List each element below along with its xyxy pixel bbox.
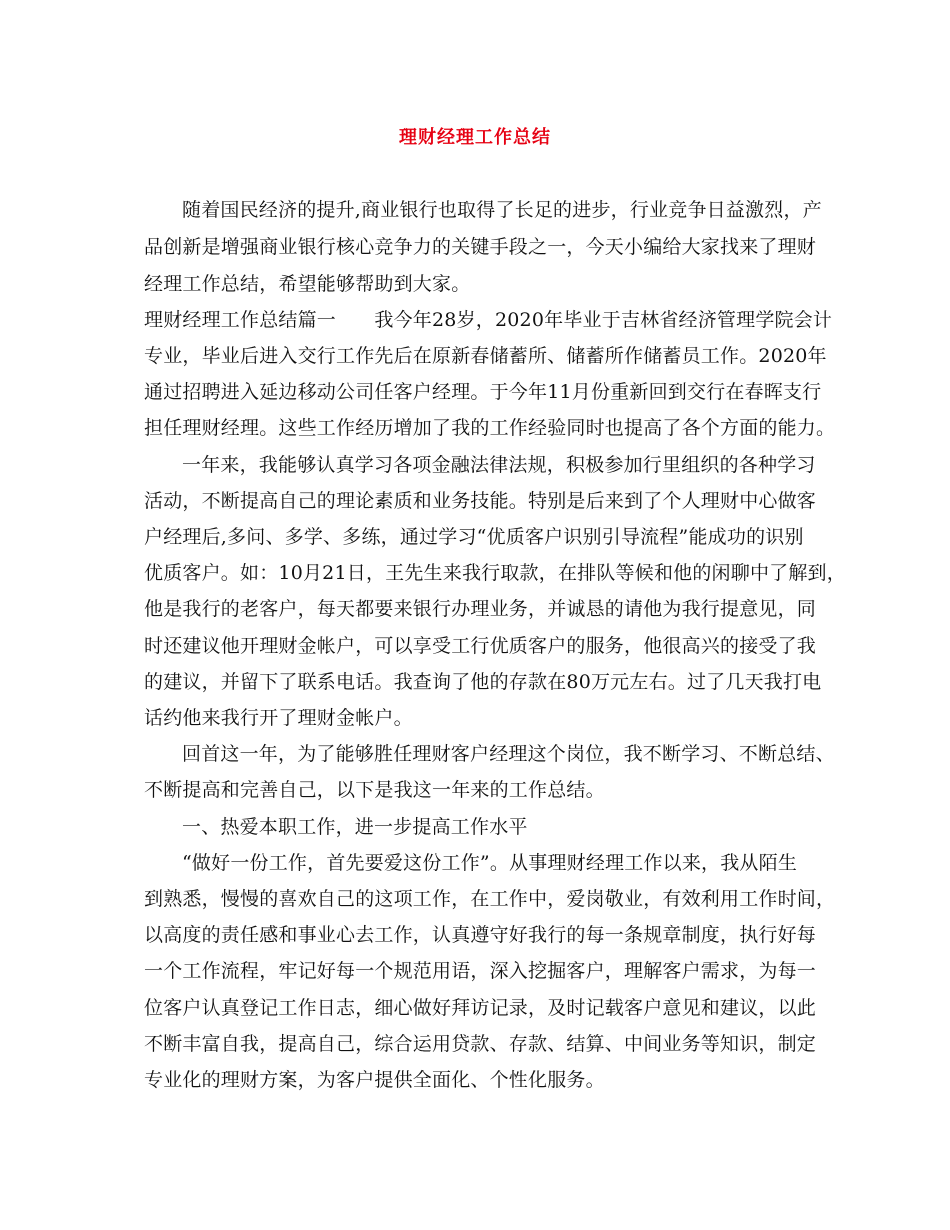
- paragraph-line: 他是我行的老客户，每天都要来银行办理业务，并诚恳的请他为我行提意见，同: [144, 598, 817, 620]
- paragraph-line: 专业，毕业后进入交行工作先后在原新春储蓄所、储蓄所作储蓄员工作。2020年: [144, 345, 827, 367]
- paragraph-line: 专业化的理财方案，为客户提供全面化、个性化服务。: [144, 1069, 605, 1091]
- paragraph-line: 的建议，并留下了联系电话。我查询了他的存款在80万元左右。过了几天我打电: [144, 671, 822, 693]
- paragraph-line: 一年来，我能够认真学习各项金融法律法规，积极参加行里组织的各种学习: [182, 454, 816, 476]
- paragraph-line: 时还建议他开理财金帐户，可以享受工行优质客户的服务，他很高兴的接受了我: [144, 635, 817, 657]
- paragraph-line: 理财经理工作总结篇一 我今年28岁，2020年毕业于吉林省经济管理学院会计: [144, 309, 833, 331]
- paragraph-line: 不断提高和完善自己，以下是我这一年来的工作总结。: [144, 779, 605, 801]
- paragraph-line: 以高度的责任感和事业心去工作，认真遵守好我行的每一条规章制度，执行好每: [144, 924, 817, 946]
- paragraph-line: 随着国民经济的提升,商业银行也取得了长足的进步，行业竞争日益激烈，产: [182, 199, 822, 221]
- paragraph-line: 到熟悉，慢慢的喜欢自己的这项工作，在工作中，爱岗敬业，有效利用工作时间，: [144, 888, 836, 910]
- paragraph-line: 位客户认真登记工作日志，细心做好拜访记录，及时记载客户意见和建议，以此: [144, 997, 817, 1019]
- paragraph-line: “做好一份工作，首先要爱这份工作”。从事理财经理工作以来，我从陌生: [182, 852, 798, 874]
- paragraph-line: 担任理财经理。这些工作经历增加了我的工作经验同时也提高了各个方面的能力。: [144, 417, 836, 439]
- paragraph-line: 活动，不断提高自己的理论素质和业务技能。特别是后来到了个人理财中心做客: [144, 490, 817, 512]
- paragraph-line: 户经理后,多问、多学、多练，通过学习“优质客户识别引导流程”能成功的识别: [144, 526, 804, 548]
- paragraph-line: 话约他来我行开了理财金帐户。: [144, 707, 413, 729]
- paragraph-line: 通过招聘进入延边移动公司任客户经理。于今年11月份重新回到交行在春晖支行: [144, 381, 822, 403]
- paragraph-line: 优质客户。如：10月21日，王先生来我行取款，在排队等候和他的闲聊中了解到，: [144, 562, 846, 584]
- paragraph-line: 经理工作总结，希望能够帮助到大家。: [144, 273, 471, 295]
- document-title: 理财经理工作总结: [399, 127, 551, 148]
- paragraph-line: 一个工作流程，牢记好每一个规范用语，深入挖掘客户，理解客户需求，为每一: [144, 960, 817, 982]
- paragraph-line: 不断丰富自我，提高自己，综合运用贷款、存款、结算、中间业务等知识，制定: [144, 1033, 817, 1055]
- paragraph-line: 品创新是增强商业银行核心竞争力的关键手段之一，今天小编给大家找来了理财: [144, 236, 817, 258]
- section-heading: 一、热爱本职工作，进一步提高工作水平: [182, 816, 528, 838]
- paragraph-line: 回首这一年，为了能够胜任理财客户经理这个岗位，我不断学习、不断总结、: [182, 743, 835, 765]
